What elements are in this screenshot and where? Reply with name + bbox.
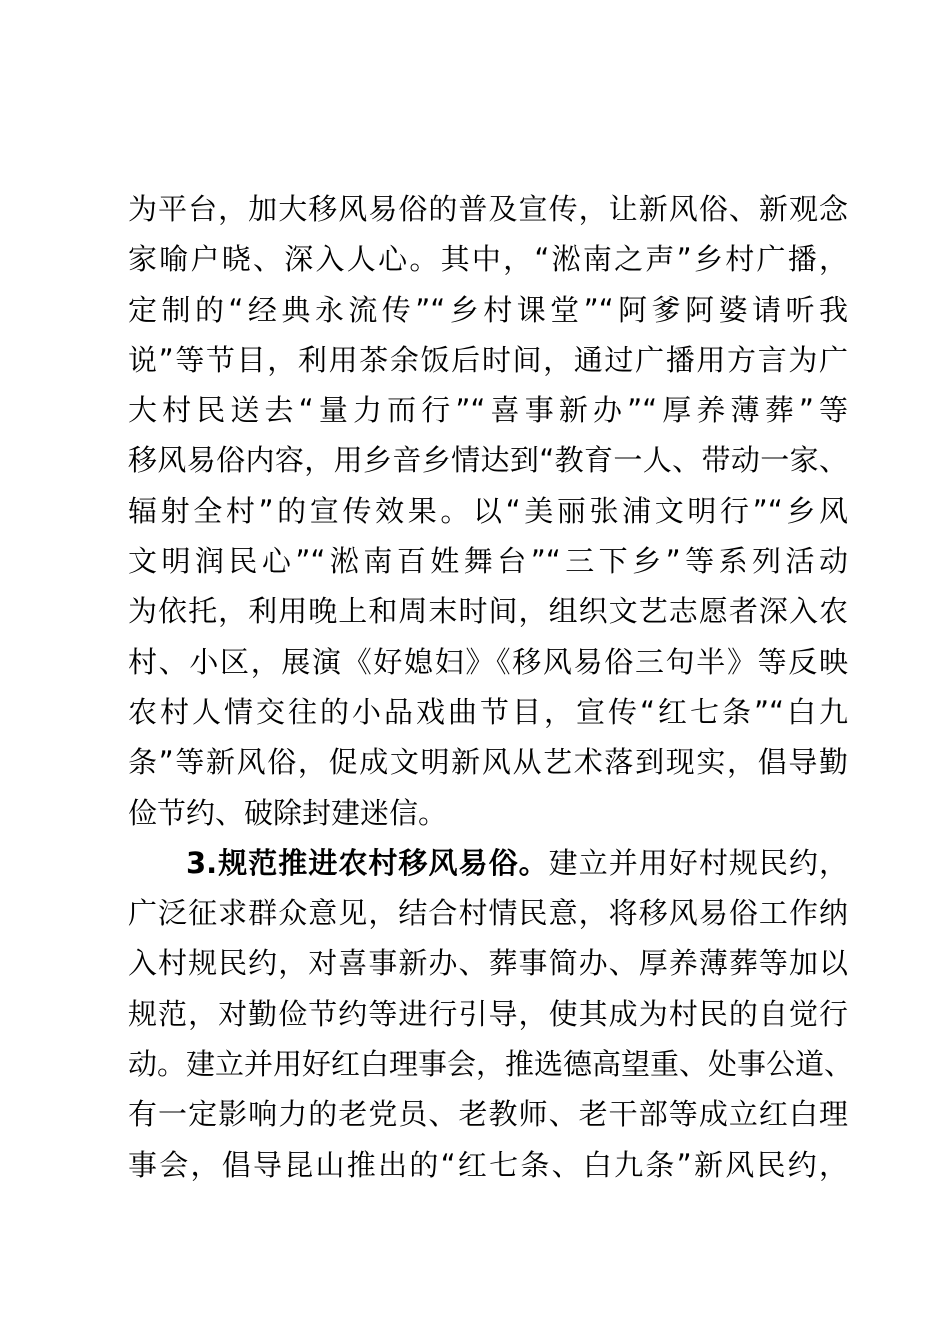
paragraph-line: 入村规民约，对喜事新办、葬事简办、厚养薄葬等加以 [128,946,848,981]
paragraph-line: 家喻户晓、深入人心。其中，“淞南之声”乡村广播， [128,242,848,277]
paragraph-line: 说”等节目，利用茶余饭后时间，通过广播用方言为广 [128,342,848,377]
section-heading: 3.规范推进农村移风易俗。 [186,845,549,880]
paragraph-line: 广泛征求群众意见，结合村情民意，将移风易俗工作纳 [128,896,848,931]
section-heading-line [128,838,848,888]
paragraph-line: 事会，倡导昆山推出的“红七条、白九条”新风民约， [128,1147,848,1182]
paragraph-line: 定制的“经典永流传”“乡村课堂”“阿爹阿婆请听我 [128,292,848,327]
paragraph-line: 为依托，利用晚上和周末时间，组织文艺志愿者深入农 [128,594,848,629]
document-body [128,184,854,1190]
paragraph-line: 俭节约、破除封建迷信。 [128,795,448,830]
paragraph-line: 规范，对勤俭节约等进行引导，使其成为村民的自觉行 [128,996,848,1031]
paragraph-line: 文明润民心”“淞南百姓舞台”“三下乡”等系列活动 [128,544,848,579]
paragraph-line: 辐射全村”的宣传效果。以“美丽张浦文明行”“乡风 [128,493,848,528]
paragraph-line: 移风易俗内容，用乡音乡情达到“教育一人、带动一家、 [128,443,848,478]
paragraph-line: 动。建立并用好红白理事会，推选德高望重、处事公道、 [128,1047,854,1082]
paragraph-line: 农村人情交往的小品戏曲节目，宣传“红七条”“白九 [128,694,848,729]
paragraph-line: 条”等新风俗，促成文明新风从艺术落到现实，倡导勤 [128,745,848,780]
paragraph-line: 村、小区，展演《好媳妇》《移风易俗三句半》等反映 [128,644,848,679]
paragraph-line: 有一定影响力的老党员、老教师、老干部等成立红白理 [128,1097,848,1132]
section-heading-text: 建立并用好村规民约， [548,845,848,880]
paragraph-line: 为平台，加大移风易俗的普及宣传，让新风俗、新观念 [128,192,848,226]
paragraph-line: 大村民送去“量力而行”“喜事新办”“厚养薄葬”等 [128,393,848,428]
